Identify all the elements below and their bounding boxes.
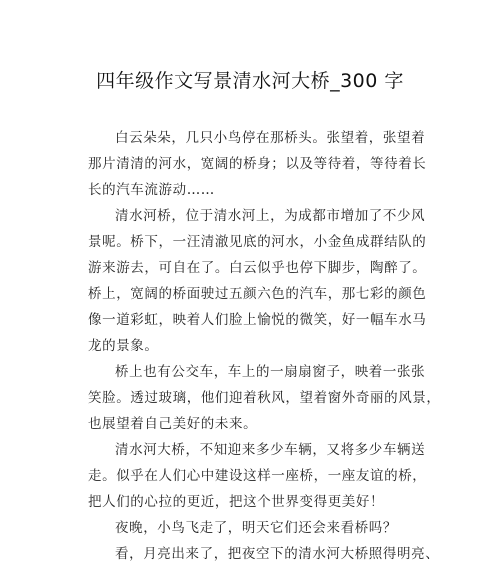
article-line: 白云朵朵，几只小鸟停在那桥头。张望着，张望着 bbox=[115, 130, 426, 146]
article-line: 那片清清的河水，宽阔的桥身；以及等待着，等待着长 bbox=[88, 156, 427, 172]
article-line: 长的汽车流游动…… bbox=[88, 182, 215, 198]
article-line: 笑脸。透过玻璃，他们迎着秋风，望着窗外奇丽的风景， bbox=[88, 390, 441, 406]
article-line: 景呢。桥下，一汪清澈见底的河水，小金鱼成群结队的 bbox=[88, 234, 427, 250]
article-line: 桥上也有公交车，车上的一扇扇窗子，映着一张张 bbox=[115, 364, 426, 380]
article-line: 龙的景象。 bbox=[88, 338, 159, 354]
article-line: 夜晚，小鸟飞走了，明天它们还会来看桥吗？ bbox=[115, 520, 397, 536]
article-line: 清水河大桥，不知迎来多少车辆，又将多少车辆送 bbox=[115, 442, 426, 458]
article-line: 像一道彩虹，映着人们脸上愉悦的微笑，好一幅车水马 bbox=[88, 312, 427, 328]
article-body bbox=[88, 125, 441, 566]
page-title: 四年级作文写景清水河大桥_300 字 bbox=[96, 70, 404, 92]
article-line: 看，月亮出来了，把夜空下的清水河大桥照得明亮、 bbox=[115, 546, 440, 562]
article-line: 把人们的心拉的更近，把这个世界变得更美好！ bbox=[88, 494, 385, 510]
article-line: 桥上，宽阔的桥面驶过五颜六色的汽车，那七彩的颜色 bbox=[88, 286, 427, 302]
article-line: 走。似乎在人们心中建设这样一座桥，一座友谊的桥， bbox=[88, 468, 427, 484]
article-line: 清水河桥，位于清水河上，为成都市增加了不少风 bbox=[115, 208, 426, 224]
article-line: 也展望着自己美好的未来。 bbox=[88, 416, 258, 432]
article-line: 游来游去，可自在了。白云似乎也停下脚步，陶醉了。 bbox=[88, 260, 427, 276]
